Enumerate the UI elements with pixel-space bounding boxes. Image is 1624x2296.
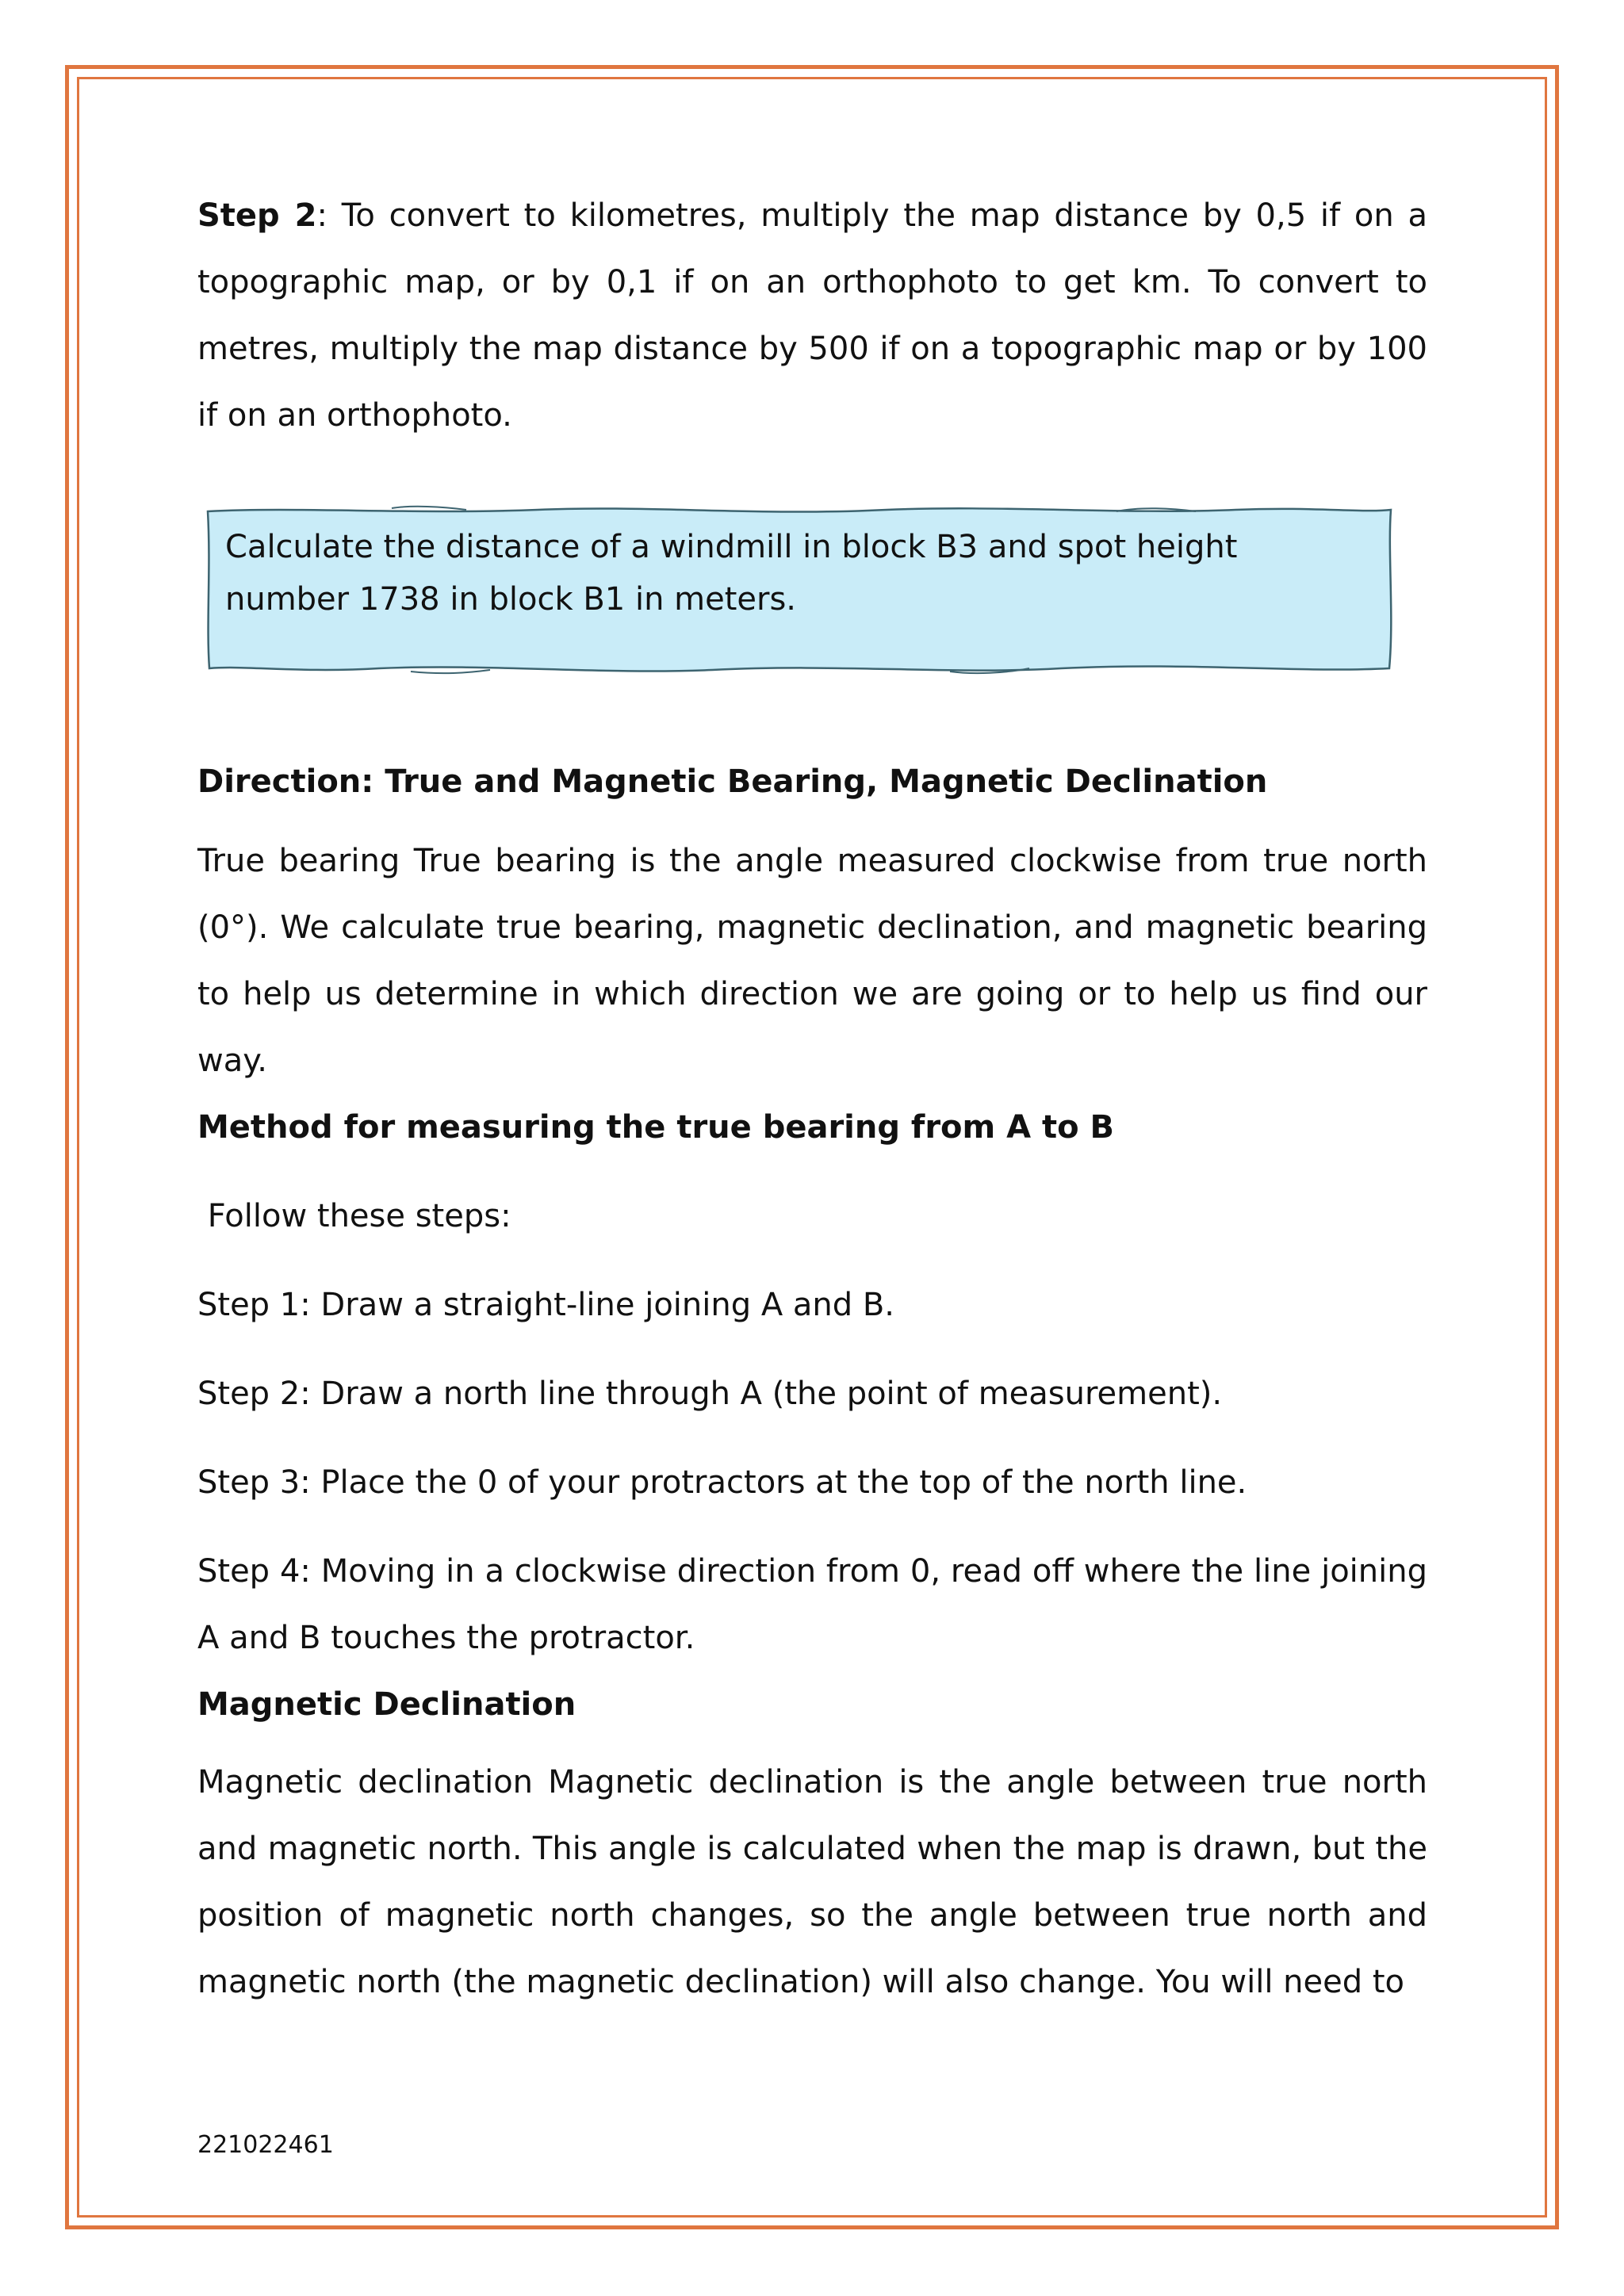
step2-label: Step 2: [197, 197, 317, 234]
step-1: Step 1: Draw a straight-line joining A and B.: [197, 1287, 895, 1323]
exercise-callout: [205, 505, 1394, 675]
callout-text: Calculate the distance of a windmill in block B3 and spot height number 1738 in block B1 in meters.: [225, 529, 1238, 618]
method-heading: Method for measuring the true bearing from A to B: [197, 1109, 1115, 1146]
magnetic-declination-paragraph: Magnetic declination Magnetic declination is the angle between true north and magnetic north. This angle is calculated when the map is drawn, but the position of magnetic north changes, so the angle between true north and magnetic north (the magnetic declination) will also change. You will need to: [197, 1764, 1427, 2000]
magnetic-declination-heading: Magnetic Declination: [197, 1686, 576, 1723]
direction-heading: Direction: True and Magnetic Bearing, Magnetic Declination: [197, 763, 1268, 800]
footer-id: 221022461: [197, 2131, 334, 2159]
step2-text: : To convert to kilometres, multiply the map distance by 0,5 if on a topographic map, or by 0,1 if on an orthophoto to get km. To convert to metres, multiply the map distance by 500 if on a topographic map or by 100 if on an orthophoto.: [197, 197, 1427, 434]
step2-paragraph: [197, 182, 1427, 449]
step-3: Step 3: Place the 0 of your protractors at the top of the north line.: [197, 1464, 1247, 1501]
step-2: Step 2: Draw a north line through A (the point of measurement).: [197, 1376, 1223, 1412]
follow-steps-text: Follow these steps:: [197, 1198, 511, 1234]
true-bearing-paragraph: True bearing True bearing is the angle measured clockwise from true north (0°). We calculate true bearing, magnetic declination, and magnetic bearing to help us determine in which direction we are going or to help us find our way.: [197, 843, 1427, 1079]
page-content: [197, 182, 1427, 2015]
step-4: Step 4: Moving in a clockwise direction from 0, read off where the line joining A and B touches the protractor.: [197, 1553, 1427, 1656]
